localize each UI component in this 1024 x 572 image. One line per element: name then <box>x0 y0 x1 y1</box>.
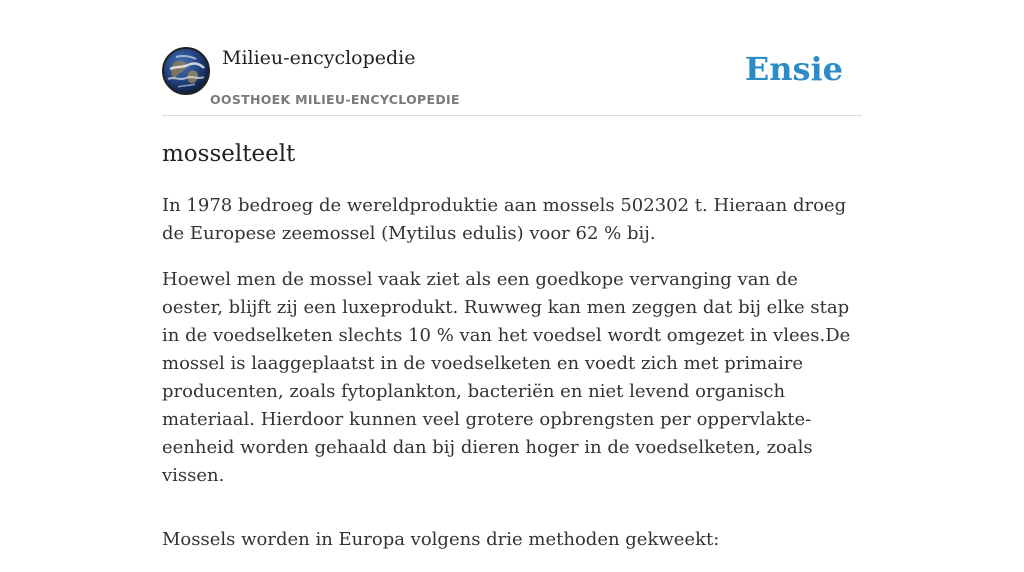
page <box>162 0 862 550</box>
earth-globe-icon[interactable] <box>162 47 210 95</box>
article-body <box>162 192 862 572</box>
article-paragraph: Mossels worden in Europa volgens drie methoden gekweekt: <box>162 529 720 550</box>
article-paragraph: Hoewel men de mossel vaak ziet als een goedkope vervanging van de oester, blijft zij een luxeprodukt. Ruwweg kan men zeggen dat bij elke stap in de voedselketen slechts 10 % van het voedsel wordt omgezet in vlees.De mossel is laaggeplaatst in de voedselketen en voedt zich met primaire producenten, zoals fytoplankton, bacteriën en niet levend organisch materiaal. Hierdoor kunnen veel grotere opbrengsten per oppervlakte-eenheid worden gehaald dan bij dieren hoger in de voedselketen, zoals vissen. <box>162 269 851 486</box>
site-subtitle: OOSTHOEK MILIEU-ENCYCLOPEDIE <box>210 92 460 107</box>
article-paragraph: In 1978 bedroeg de wereldproduktie aan mossels 502302 t. Hieraan droeg de Europese zeemossel (Mytilus edulis) voor 62 % bij. <box>162 195 847 244</box>
ensie-logo[interactable]: Ensie <box>744 50 843 88</box>
site-name-link[interactable]: Milieu-encyclopedie <box>222 47 416 69</box>
page-title: mosselteelt <box>162 141 296 167</box>
site-header <box>162 0 862 116</box>
